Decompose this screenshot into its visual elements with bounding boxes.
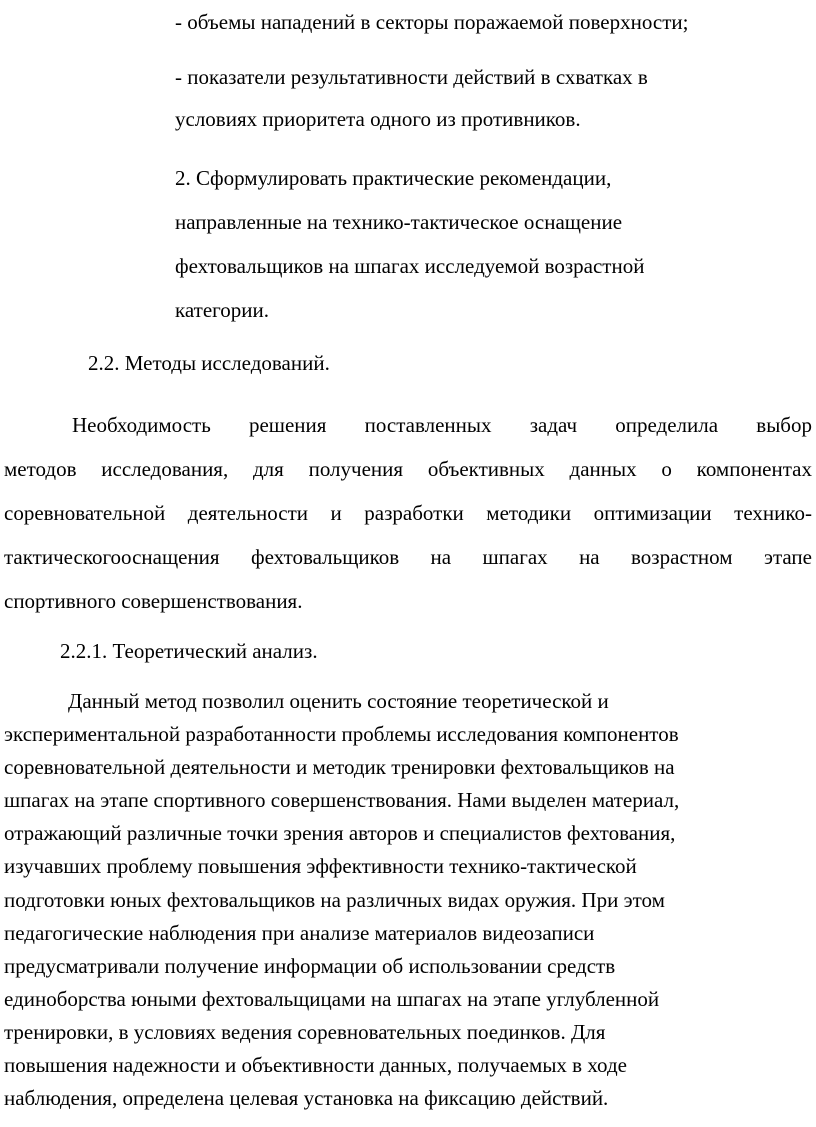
text-line: спортивного совершенствования. xyxy=(4,589,303,613)
section-heading-methods: 2.2. Методы исследований. xyxy=(88,351,330,375)
text-line: категории. xyxy=(175,298,269,322)
text-line: Необходимость решения поставленных задач определила выбор xyxy=(72,413,812,437)
text-line: 2. Сформулировать практические рекомендации, xyxy=(175,166,612,190)
text-line: повышения надежности и объективности данных, получаемых в ходе xyxy=(4,1053,627,1078)
paragraph-theory xyxy=(4,685,816,1115)
text-line: изучавших проблему повышения эффективности технико-тактической xyxy=(4,854,637,879)
text-line: соревновательной деятельности и разработки методики оптимизации технико- xyxy=(4,501,812,525)
text-line: соревновательной деятельности и методик тренировки фехтовальщиков на xyxy=(4,755,675,780)
text-line: предусматривали получение информации об использовании средств xyxy=(4,953,616,978)
text-line: шпагах на этапе спортивного совершенствования. Нами выделен материал, xyxy=(4,788,680,813)
list-item-attack-volumes xyxy=(175,1,815,43)
paragraph-methods xyxy=(4,403,812,623)
text-line: экспериментальной разработанности проблемы исследования компонентов xyxy=(4,722,679,747)
text-line: педагогические наблюдения при анализе материалов видеозаписи xyxy=(4,920,595,945)
text-line: направленные на технико-тактическое оснащение xyxy=(175,210,623,234)
text-line: отражающий различные точки зрения авторов и специалистов фехтования, xyxy=(4,821,676,846)
text-line: тактическогооснащения фехтовальщиков на шпагах на возрастном этапе xyxy=(4,545,812,569)
text-line: условиях приоритета одного из противников. xyxy=(175,107,581,131)
text-line: наблюдения, определена целевая установка на фиксацию действий. xyxy=(4,1086,609,1111)
text-line: тренировки, в условиях ведения соревновательных поединков. Для xyxy=(4,1019,606,1044)
list-item-effectiveness xyxy=(175,56,815,140)
text-line: - объемы нападений в секторы поражаемой поверхности; xyxy=(175,10,689,34)
text-line: фехтовальщиков на шпагах исследуемой возрастной xyxy=(175,254,645,278)
list-item-recommendations xyxy=(175,156,815,332)
text-line: методов исследования, для получения объективных данных о компонентах xyxy=(4,457,812,481)
text-line: единоборства юными фехтовальщицами на шпагах на этапе углубленной xyxy=(4,986,660,1011)
text-line: подготовки юных фехтовальщиков на различных видах оружия. При этом xyxy=(4,887,665,912)
text-line: - показатели результативности действий в схватках в xyxy=(175,65,648,89)
section-heading-theory: 2.2.1. Теоретический анализ. xyxy=(60,639,318,663)
text-line: Данный метод позволил оценить состояние теоретической и xyxy=(68,689,609,713)
